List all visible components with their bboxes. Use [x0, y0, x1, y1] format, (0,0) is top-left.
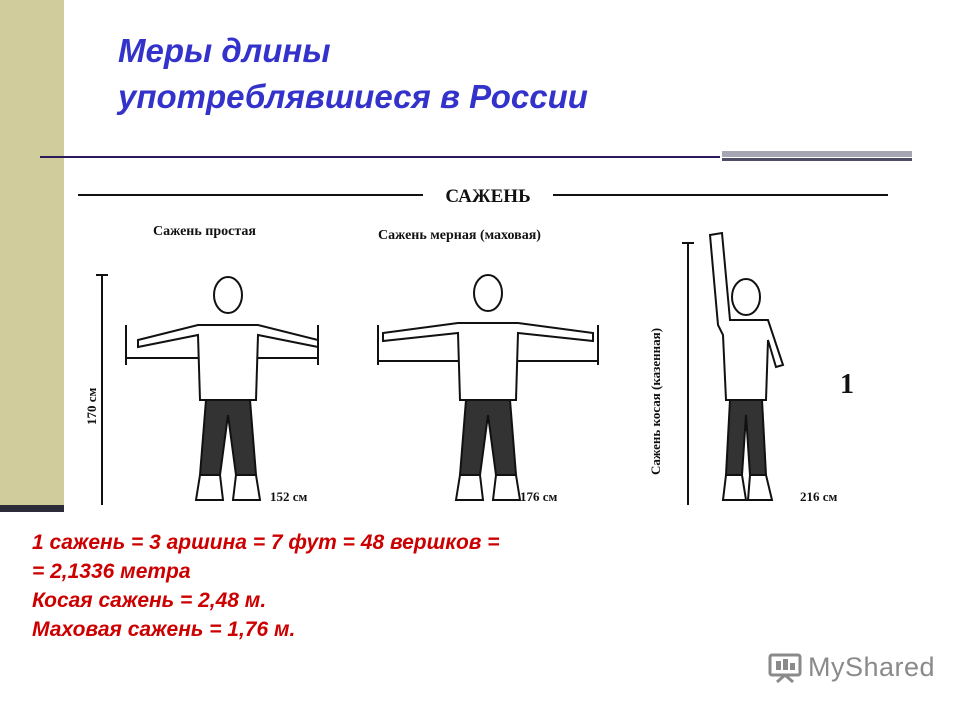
figure-simple-man: [126, 277, 318, 500]
figure-measured-man: [378, 275, 598, 500]
sazhen-illustration-drawing: [78, 175, 888, 510]
slide-title: [118, 28, 588, 120]
presentation-board-icon: [768, 653, 802, 683]
label-170cm: 170 см: [84, 387, 99, 425]
sazhen-illustration: [78, 175, 888, 510]
title-underline-accent: [722, 151, 912, 157]
figure-oblique-man: [710, 233, 783, 500]
conversion-line-3: Косая сажень = 2,48 м.: [32, 589, 267, 612]
label-216cm: 216 см: [800, 489, 838, 504]
label-176cm: 176 см: [520, 489, 558, 504]
conversion-line-1: 1 сажень = 3 аршина = 7 фут = 48 вершков =: [32, 531, 500, 554]
label-oblique-sazhen: Сажень косая (казенная): [648, 327, 663, 475]
label-simple-sazhen: Сажень простая: [153, 224, 256, 239]
sidebar-accent-bar: [0, 0, 64, 510]
slide-title-line-2: употреблявшиеся в России: [118, 78, 588, 115]
title-underline: [40, 156, 720, 158]
label-152cm: 152 см: [270, 489, 308, 504]
conversion-text: [32, 528, 500, 644]
watermark: [768, 652, 935, 683]
figure-marker: 1: [840, 369, 854, 400]
conversion-line-4: Маховая сажень = 1,76 м.: [32, 618, 296, 641]
sidebar-accent-divider: [0, 505, 64, 512]
slide-title-line-1: Меры длины: [118, 32, 331, 69]
figure-header: САЖЕНЬ: [445, 186, 531, 207]
conversion-line-2: = 2,1336 метра: [32, 560, 191, 583]
label-measured-sazhen: Сажень мерная (маховая): [378, 228, 541, 243]
watermark-brand: MyShared: [808, 652, 936, 682]
title-underline-accent-dark: [722, 158, 912, 161]
